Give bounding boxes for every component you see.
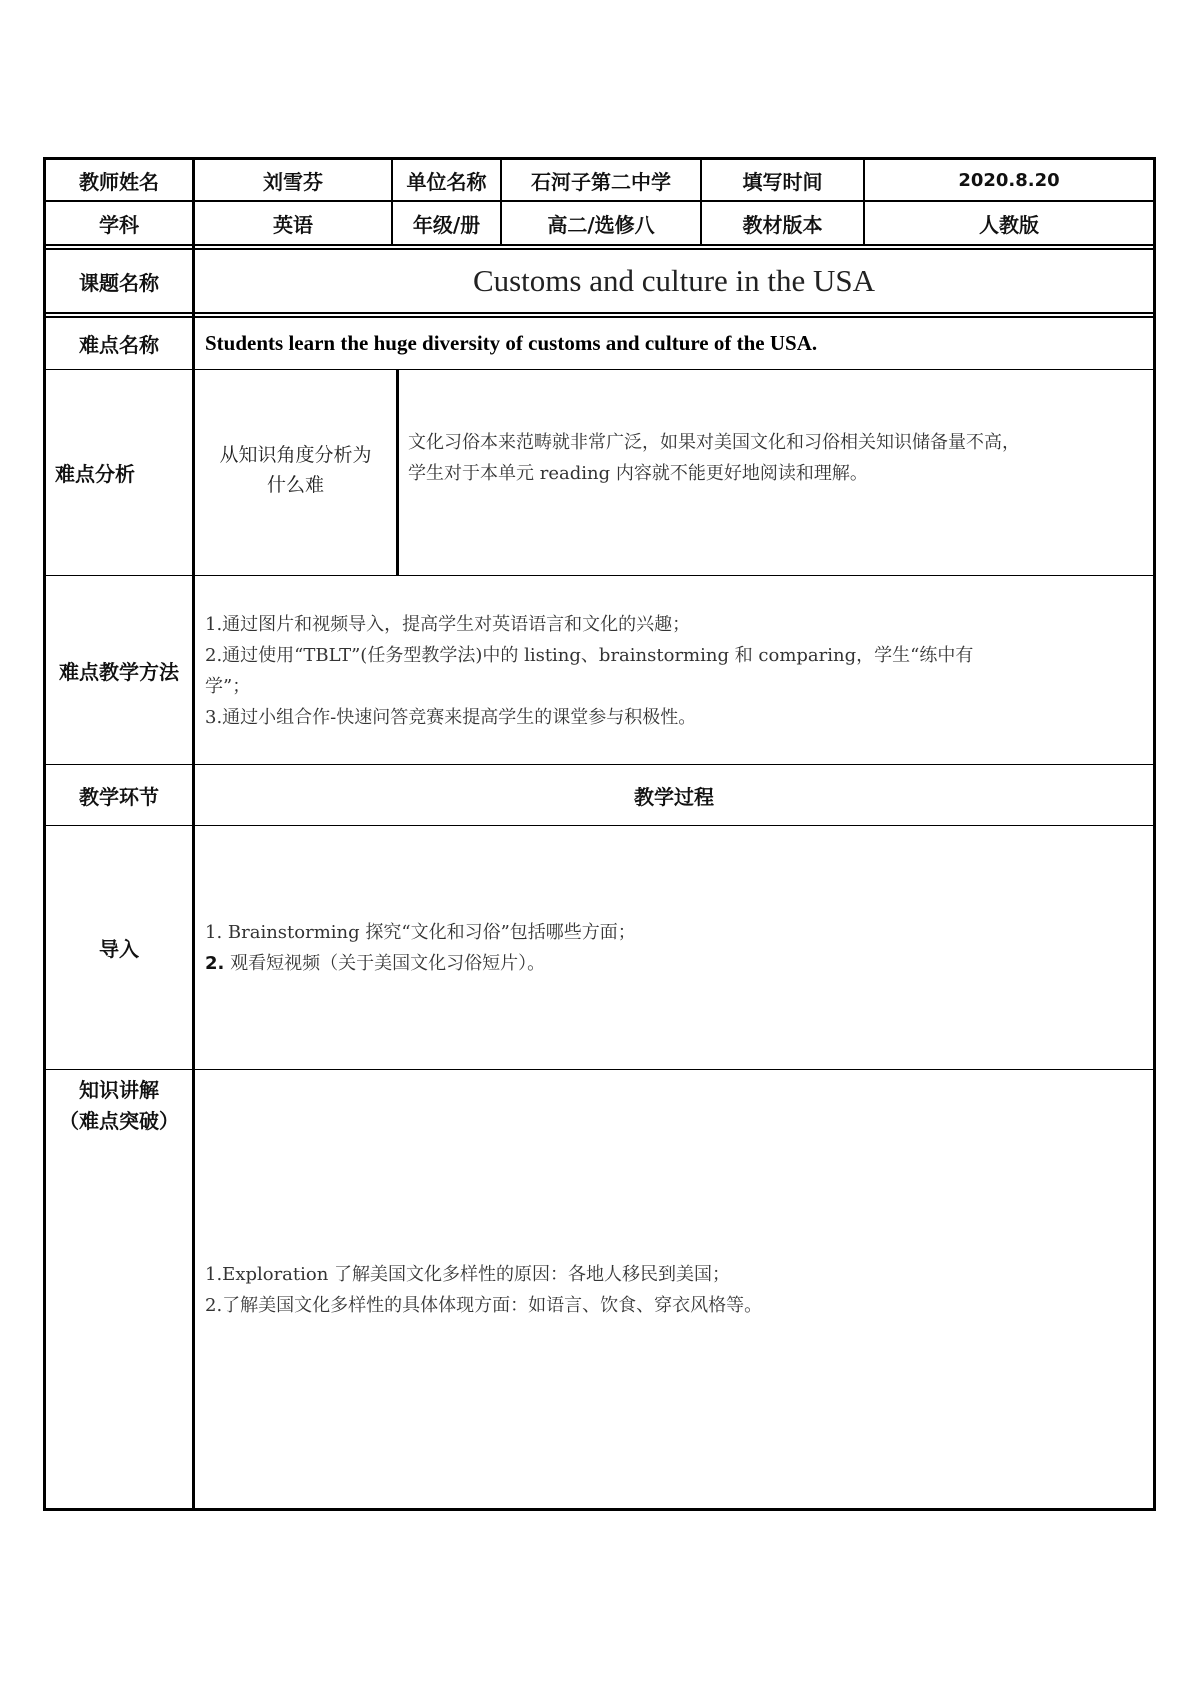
row-divider bbox=[43, 369, 1156, 370]
knowledge-line2: 2.了解美国文化多样性的具体体现方面：如语言、饮食、穿衣风格等。 bbox=[205, 1295, 763, 1316]
table-border-bottom bbox=[43, 1508, 1156, 1511]
difficulty-name: Students learn the huge diversity of customs and culture of the USA. bbox=[205, 331, 818, 355]
stage-header: 教学环节 bbox=[79, 784, 159, 809]
intro-line2-text: 观看短视频（关于美国文化习俗短片）。 bbox=[224, 953, 546, 974]
topic-title: Customs and culture in the USA bbox=[472, 263, 876, 298]
row-divider bbox=[43, 244, 1156, 246]
unit-name-label: 单位名称 bbox=[406, 169, 487, 194]
analysis-sub-label-line2: 什么难 bbox=[266, 474, 324, 496]
textbook-label: 教材版本 bbox=[742, 212, 823, 237]
analysis-label: 难点分析 bbox=[55, 462, 135, 486]
intro-line2-number: 2. bbox=[205, 953, 225, 974]
fill-time: 2020.8.20 bbox=[958, 169, 1060, 191]
col-divider bbox=[192, 157, 195, 1511]
knowledge-label bbox=[46, 1071, 192, 1141]
analysis-text-line2: 学生对于本单元 reading 内容就不能更好地阅读和理解。 bbox=[408, 463, 868, 484]
knowledge-label-line2: （难点突破） bbox=[59, 1109, 179, 1133]
method-line3: 学”； bbox=[205, 676, 251, 697]
topic-label: 课题名称 bbox=[79, 270, 159, 295]
unit-name: 石河子第二中学 bbox=[531, 169, 671, 194]
row-divider bbox=[43, 312, 1156, 314]
grade: 高二/选修八 bbox=[547, 212, 655, 237]
method-text bbox=[205, 609, 973, 733]
subject: 英语 bbox=[273, 212, 313, 237]
intro-text bbox=[205, 917, 636, 979]
intro-line2 bbox=[205, 948, 636, 979]
method-line1: 1.通过图片和视频导入，提高学生对英语语言和文化的兴趣； bbox=[205, 614, 691, 635]
subject-label: 学科 bbox=[99, 212, 139, 237]
knowledge-label-line1: 知识讲解 bbox=[79, 1078, 159, 1102]
intro-line1: 1. Brainstorming 探究“文化和习俗”包括哪些方面； bbox=[205, 922, 636, 943]
method-line2: 2.通过使用“TBLT”(任务型教学法)中的 listing、brainstorming 和 comparing，学生“练中有 bbox=[205, 645, 974, 666]
table-border-right bbox=[1153, 157, 1156, 1511]
col-divider bbox=[396, 369, 399, 575]
analysis-text bbox=[408, 427, 1020, 489]
analysis-sub-label bbox=[195, 435, 396, 505]
difficulty-label: 难点名称 bbox=[79, 333, 159, 357]
knowledge-text bbox=[205, 1259, 762, 1321]
method-label: 难点教学方法 bbox=[59, 659, 179, 684]
teacher-name: 刘雪芬 bbox=[263, 169, 323, 194]
analysis-sub-label-line1: 从知识角度分析为 bbox=[219, 444, 372, 466]
process-header: 教学过程 bbox=[634, 784, 714, 809]
fill-time-label: 填写时间 bbox=[742, 169, 823, 194]
textbook: 人教版 bbox=[979, 212, 1039, 237]
grade-label: 年级/册 bbox=[412, 212, 481, 237]
teacher-name-label: 教师姓名 bbox=[79, 169, 159, 194]
method-line4: 3.通过小组合作-快速问答竞赛来提高学生的课堂参与积极性。 bbox=[205, 707, 697, 728]
knowledge-line1: 1.Exploration 了解美国文化多样性的原因：各地人移民到美国； bbox=[205, 1264, 731, 1285]
row-divider bbox=[43, 825, 1156, 826]
row-divider bbox=[43, 1069, 1156, 1070]
row-divider bbox=[43, 575, 1156, 576]
analysis-text-line1: 文化习俗本来范畴就非常广泛，如果对美国文化和习俗相关知识储备量不高， bbox=[408, 432, 1020, 453]
intro-label: 导入 bbox=[99, 937, 139, 961]
